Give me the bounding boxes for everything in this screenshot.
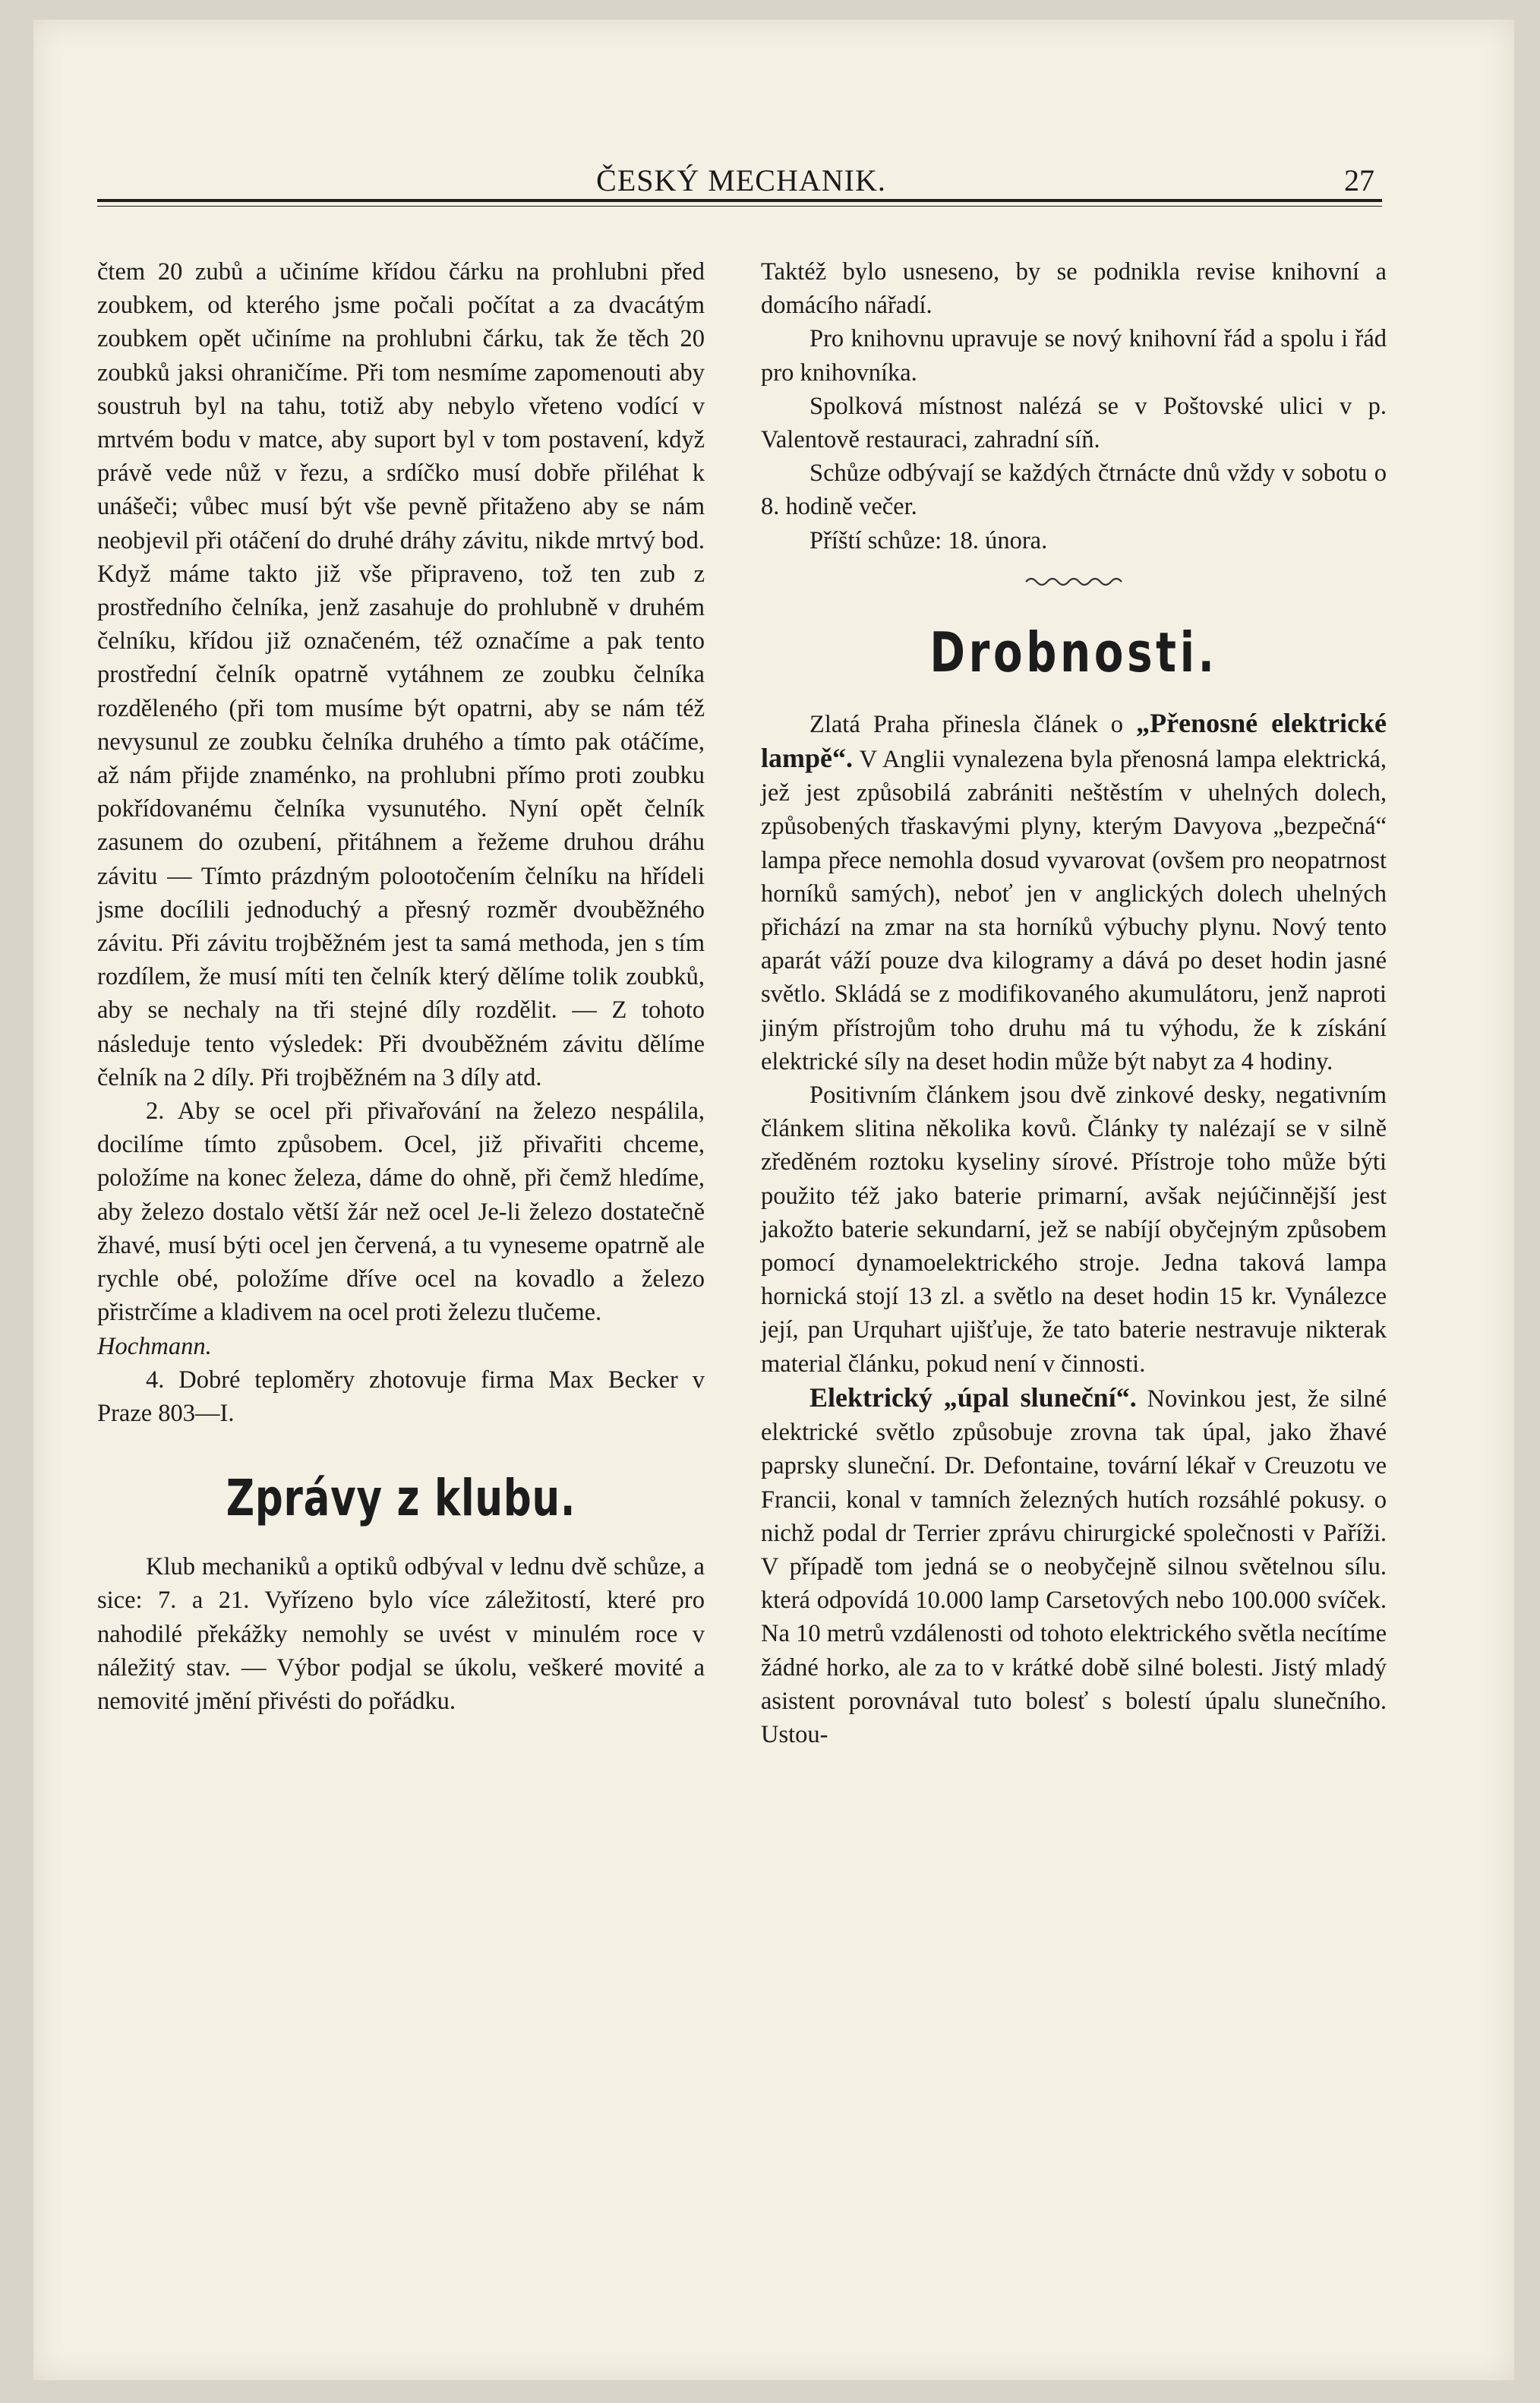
paragraph-battery-cells: Positivním článkem jsou dvě zinkové desky, negativním článkem slitina několika kovů. Články ty nalézají se v silně zředěném roztoku kyseliny sírové. Přístroje toho může býti použito též jako baterie primarní, avšak nejúčinnější jest jakožto baterie sekundarní, jež se nabíjí obyčejným způsobem pomocí dynamoelektrického stroje. Jedna taková lampa hornická stojí 13 zl. a světlo na deset hodin 15 kr. Vynálezce její, pan Urquhart ujišťuje, že tato baterie nestravuje nikterak material článku, pokud není v činnosti. xyxy=(761,1082,1387,1378)
section-heading-club-news: Zprávy z klubu. xyxy=(226,1469,576,1528)
paragraph-club-room: Spolková místnost nalézá se v Poštovské ulici v p. Valentově restauraci, zahradní síň. xyxy=(761,392,1387,454)
electric-sunstroke-body: Novinkou jest, že silné elektrické světlo způsobuje zrovna tak úpal, jako žhavé paprsky sluneční. Dr. Defontaine, tovární lékař v Creuzotu ve Francii, konal v tamních železných hutích rozsáhlé pokusy. o nichž podal dr Terrier zprávu chirurgické společnosti v Paříži. V případě tom jedná se o neobyčejně silnou světelnou sílu. která odpovídá 10.000 lamp Carsetových nebo 100.000 svíček. Na 10 metrů vzdálenosti od tohoto elektrického světla necítíme žádné horko, ale za to v krátké době silné bolesti. Jistý mladý asistent porovnával tuto bolesť s bolestí úpalu slunečního. Ustou- xyxy=(761,1385,1387,1748)
paragraph-electric-sunstroke xyxy=(761,1381,1387,1751)
author-signature: Hochmann. xyxy=(97,1332,212,1360)
paragraph-library-revision: Taktéž bylo usneseno, by se podnikla revise knihovní a domácího nářadí. xyxy=(761,258,1387,320)
section-heading-miscellany: Drobnosti. xyxy=(929,620,1218,684)
paragraph-portable-lamp xyxy=(761,706,1387,1078)
running-title: ČESKÝ MECHANIK. xyxy=(596,163,886,197)
header-rule xyxy=(97,199,1382,207)
page-number: 27 xyxy=(1344,163,1374,197)
ornament-divider xyxy=(761,565,1387,592)
right-column xyxy=(761,255,1387,1751)
paragraph-welding-steel: 2. Aby se ocel při přivařování na železo nespálila, docilíme tímto způsobem. Ocel, již přivařiti chceme, položíme na konec železa, dáme do ohně, při čemž hledíme, aby železo dostalo větší žár než ocel Je-li železo dostatečně žhavé, musí býti ocel jen červená, a tu vyneseme opatrně ale rychle obé, položíme dříve ocel na kovadlo a železo přistrčíme a kladivem na ocel proti železu tlučeme. xyxy=(97,1097,705,1327)
paragraph-club-meetings: Klub mechaniků a optiků odbýval v lednu dvě schůze, a sice: 7. a 21. Vyřízeno bylo více záležitostí, které pro nahodilé překážky nemohly se uvést v minulém roce v náležitý stav. — Výbor podjal se úkolu, veškeré movité a nemovité jmění přivésti do pořádku. xyxy=(97,1553,705,1715)
paragraph-thread-cutting: čtem 20 zubů a učiníme křídou čárku na prohlubni před zoubkem, od kterého jsme počali počítat a za dvacátým zoubkem opět učiníme na prohlubni čárku, tak že těch 20 zoubků jaksi ohraničíme. Při tom nesmíme zapomenouti aby soustruh byl na tahu, totiž aby nebylo vřeteno vodící v mrtvém bodu v matce, aby suport byl v tom postavení, když právě vede nůž v řezu, a srdíčko musí dobře přiléhat k unášeči; vůbec musí být vše pevně přitaženo aby se nám neobjevil při otáčení do druhé dráhy závitu, nikde mrtvý bod. Když máme takto již vše připraveno, tož ten zub z prostředního čelníka, jenž zasahuje do prohlubně v druhém čelníku, křídou již označeném, též označíme a pak tento prostřední čelník opatrně vytáhnem ze zoubku čelníka rozděleného (při tom musíme být opatrni, aby se nám též nevysunul ze zoubku čelníka druhého a tímto pak otáčíme, až nám přijde znaménko, na prohlubni přímo proti zoubku pokřídovanému čelníka vysunutého. Nyní opět čelník zasunem do ozubení, přitáhnem a řežeme druhou dráhu závitu — Tímto prázdným polootočením čelníku na hřídeli jsme docílili jednoduchý a přesný rozměr dvouběžného závitu. Při závitu trojběžném jest ta samá methoda, jen s tím rozdílem, že musí míti ten čelník který dělíme tolik zoubků, aby se nechaly na tři stejné díly rozdělit. — Z tohoto následuje tento výsledek: Při dvouběžném závitu dělíme čelník na 2 díly. Při trojběžném na 3 díly atd. xyxy=(97,258,705,1091)
portable-lamp-title: „Přenosné elektrické lampě“. xyxy=(761,707,1387,774)
electric-sunstroke-title: Elektrický „úpal sluneční“. xyxy=(809,1381,1137,1413)
running-header xyxy=(103,163,1379,202)
portable-lamp-body: V Anglii vynalezena byla přenosná lampa elektrická, jež jest způsobilá zabrániti neštěstím v uhelných dolech, způsobených třaskavými plyny, kterým Davyova „bezpečná“ lampa přece nemohla dosud vyvarovat (ovšem pro neopatrnost horníků samých), neboť jen v anglických dolech uhelných přichází na zmar na sta horníků výbuchy plynu. Nový tento aparát váží pouze dva kilogramy a dává po deset hodin jasné světlo. Skládá se z modifikovaného akumulátoru, jenž naproti jiným přístrojům toho druhu má tu výhodu, že k získání elektrické síly na deset hodin může být nabyt za 4 hodiny. xyxy=(761,746,1387,1075)
paragraph-thermometers: 4. Dobré teploměry zhotovuje firma Max Becker v Praze 803—I. xyxy=(97,1366,705,1427)
wave-ornament-icon xyxy=(1024,574,1123,589)
left-column xyxy=(97,255,705,1718)
paragraph-library-rules: Pro knihovnu upravuje se nový knihovní řád a spolu i řád pro knihovníka. xyxy=(761,325,1387,387)
portable-lamp-intro: Zlatá Praha přinesla článek o xyxy=(809,710,1137,738)
paragraph-meeting-schedule: Schůze odbývají se každých čtrnácte dnů vždy v sobotu o 8. hodině večer. xyxy=(761,459,1387,521)
paragraph-next-meeting: Příští schůze: 18. února. xyxy=(809,526,1048,554)
